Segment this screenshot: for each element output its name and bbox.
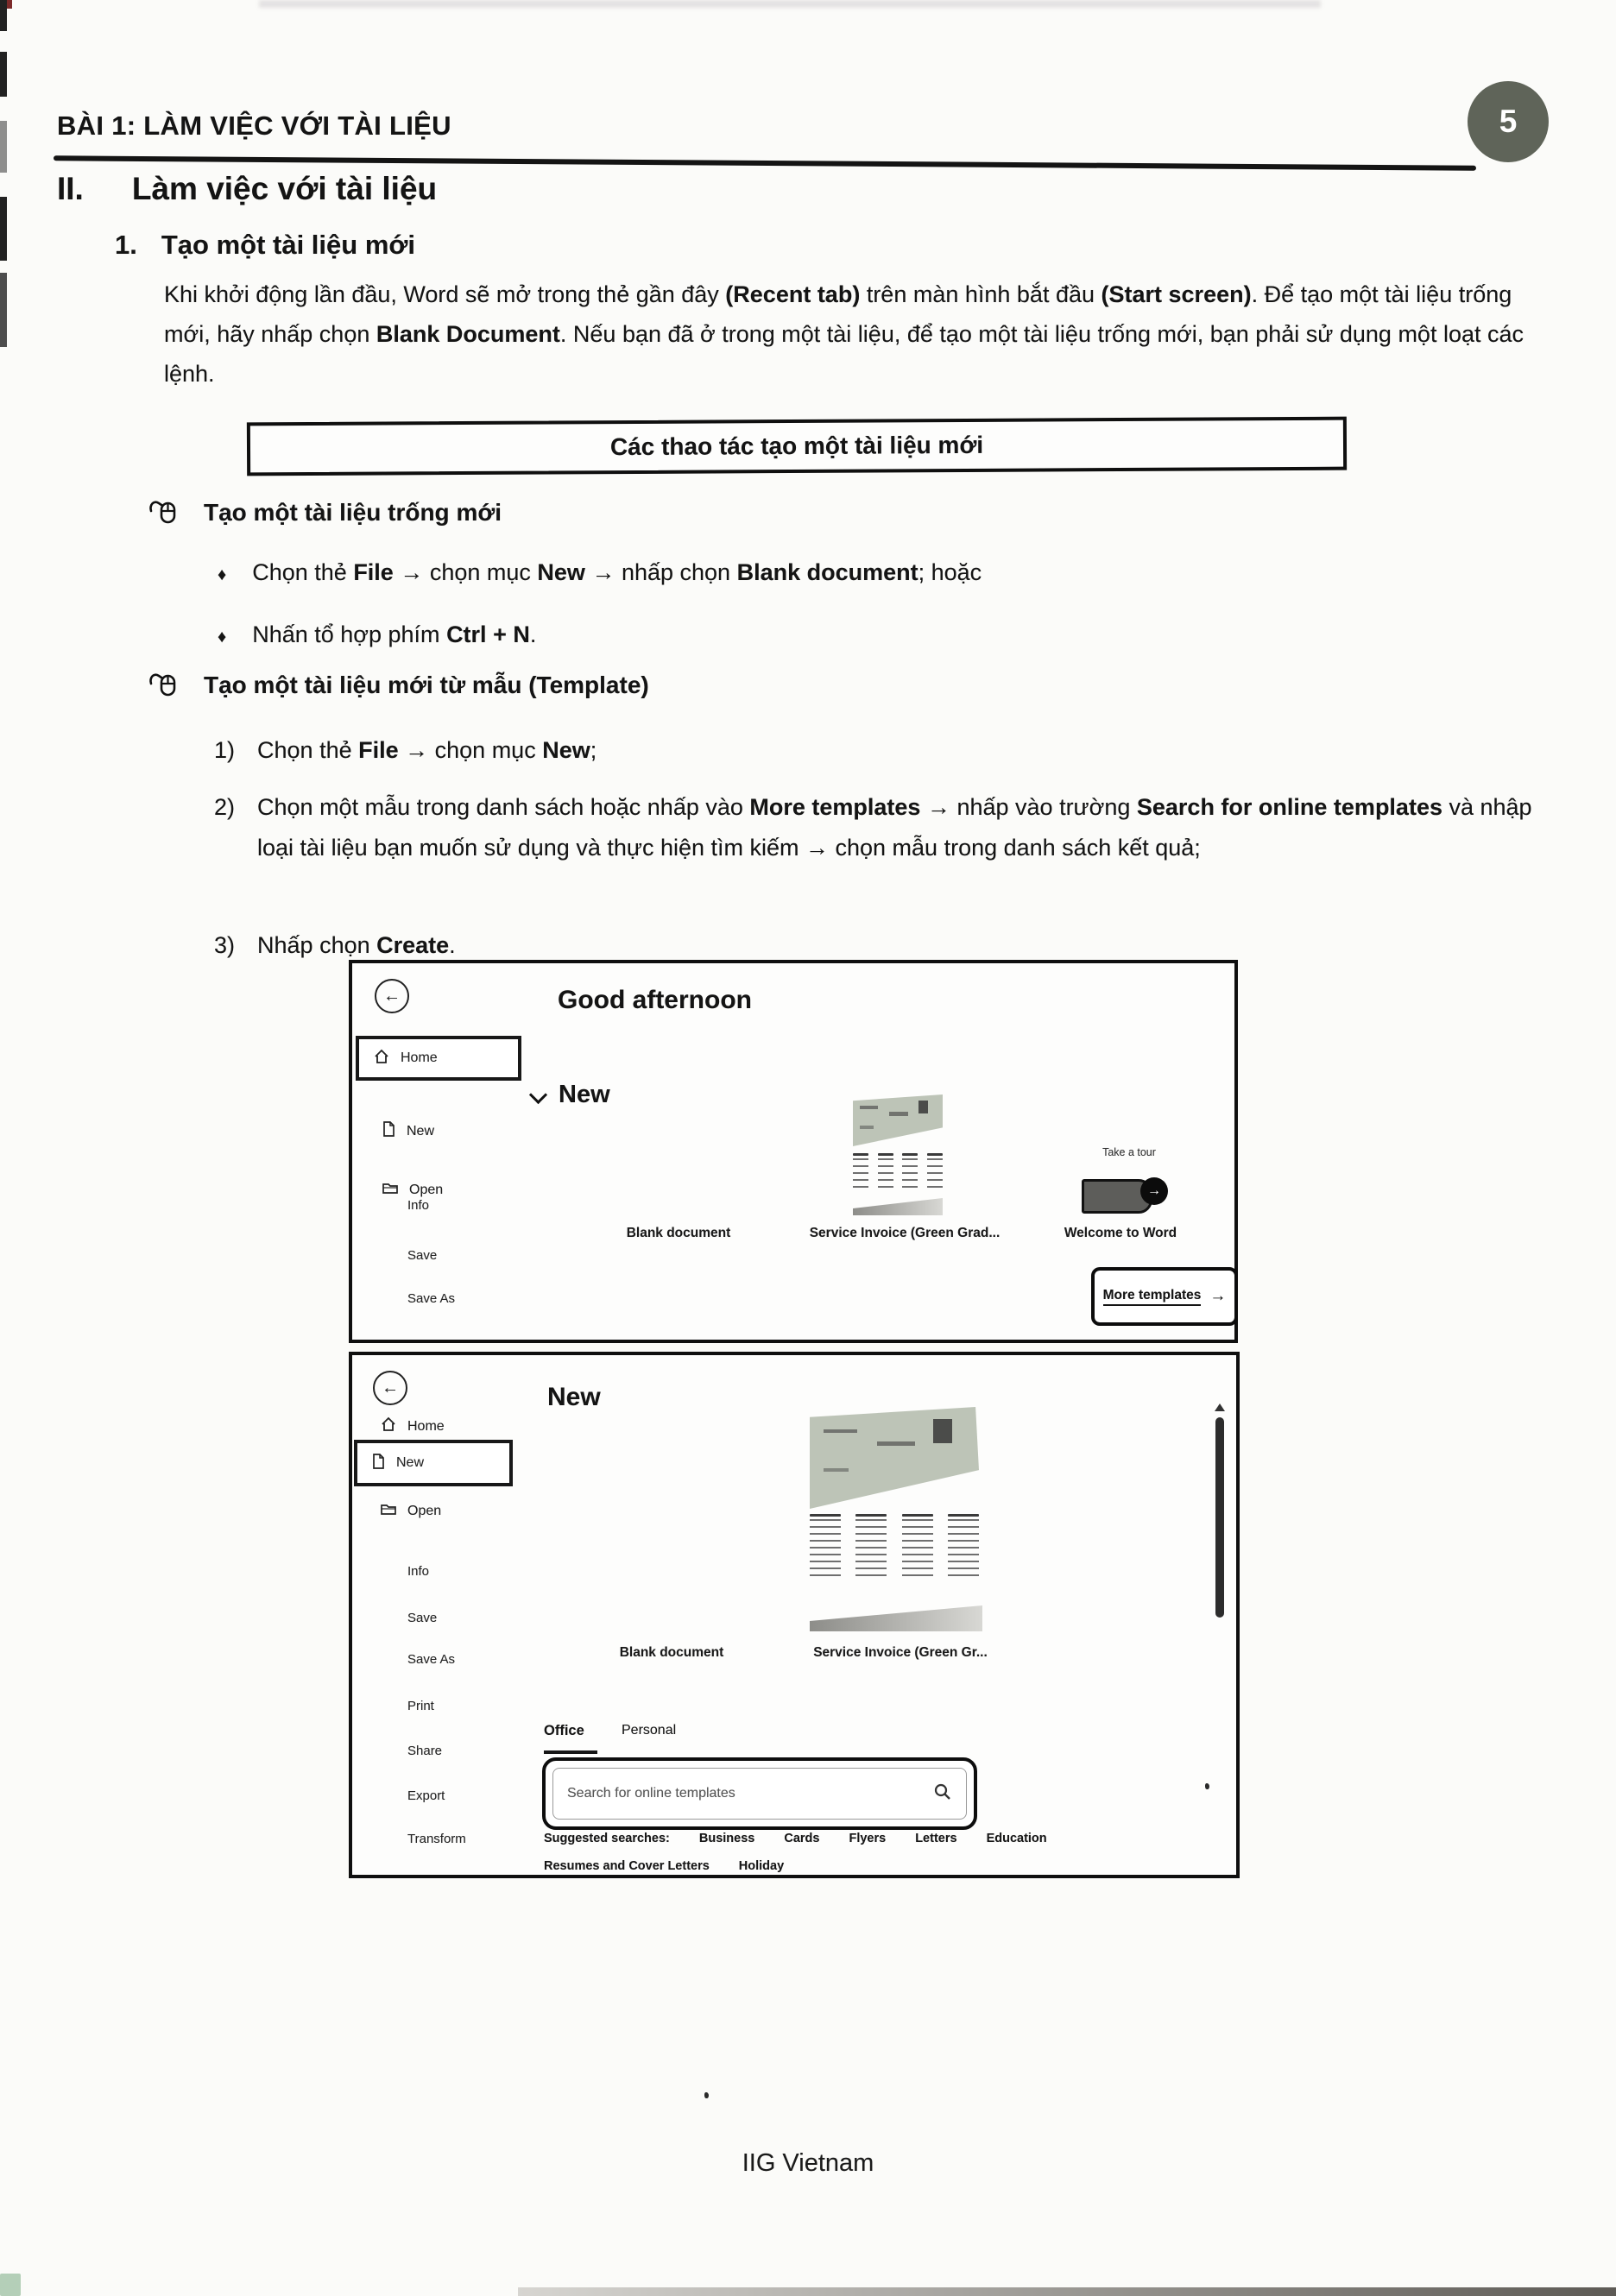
figure1-sidebar-item-home [356, 1036, 521, 1081]
figure-word-new-screen [349, 1352, 1240, 1878]
procedure-box [247, 417, 1347, 476]
suggested-search-item: Letters [915, 1832, 957, 1845]
new-document-icon [382, 1120, 396, 1142]
step-blank-document [148, 497, 502, 529]
subsection-number: 1. [115, 230, 137, 260]
bullet-item [218, 621, 536, 648]
numbered-item [214, 787, 1533, 868]
tab-office: Office [544, 1723, 584, 1738]
scrollbar [1215, 1417, 1224, 1618]
suggested-search-item: Education [986, 1832, 1047, 1845]
invoice-thumbnail-wedge [853, 1198, 943, 1215]
template-thumbnail-service-invoice [853, 1094, 943, 1215]
home-icon [373, 1048, 390, 1069]
arrow-right-icon: → [1140, 1177, 1168, 1205]
home-icon [380, 1416, 397, 1437]
figure2-sidebar-item-print: Print [407, 1699, 434, 1713]
section-numeral: II. [57, 171, 84, 206]
template-label-service-invoice: Service Invoice (Green Grad... [809, 1226, 1001, 1240]
bullet-item [218, 559, 982, 586]
scan-bottom-shadow [518, 2287, 1616, 2296]
figure2-sidebar-item-save: Save [407, 1611, 438, 1625]
more-templates-button [1091, 1267, 1238, 1326]
item-number: 2) [214, 794, 236, 820]
step-heading: Tạo một tài liệu mới từ mẫu (Template) [204, 672, 649, 698]
suggested-search-item: Holiday [738, 1859, 785, 1873]
search-input-field [552, 1768, 967, 1820]
open-folder-icon [382, 1181, 399, 1200]
back-arrow-glyph: ← [382, 1378, 399, 1397]
new-document-icon [371, 1453, 386, 1474]
template-thumbnail-welcome [1082, 1174, 1177, 1212]
diamond-bullet-icon: ♦ [218, 565, 227, 584]
scan-corner-mark-green [0, 2274, 21, 2296]
invoice-thumbnail-table [853, 1153, 943, 1189]
item-text: Chọn thẻ File → chọn mục New; [257, 737, 597, 763]
sidebar-item-label: New [407, 1123, 435, 1139]
suggested-searches-row [544, 1859, 784, 1873]
take-a-tour-label: Take a tour [1102, 1146, 1156, 1158]
figure2-sidebar-item-new [354, 1440, 513, 1486]
header-rule [54, 155, 1476, 171]
back-arrow-glyph: ← [383, 986, 401, 1006]
page-number-badge: 5 [1468, 81, 1549, 162]
search-icon [933, 1782, 952, 1806]
item-number: 1) [214, 737, 236, 763]
scan-edge-mark [0, 273, 7, 347]
template-label-blank: Blank document [626, 1226, 731, 1240]
sidebar-item-label: Open [407, 1504, 442, 1518]
search-input [542, 1757, 977, 1830]
figure1-sidebar-item-info: Info [407, 1198, 430, 1213]
scrollbar-up-icon [1215, 1403, 1225, 1411]
page-title: BÀI 1: LÀM VIỆC VỚI TÀI LIỆU [57, 110, 451, 141]
mouse-click-icon [148, 497, 181, 529]
figure-word-start-screen [349, 960, 1238, 1343]
figure1-sidebar-item-save-as: Save As [407, 1291, 456, 1306]
figure1-sidebar-item-open [382, 1181, 443, 1200]
invoice-thumbnail-wedge [810, 1605, 982, 1631]
sidebar-item-label: Home [407, 1418, 445, 1434]
sidebar-item-label: Open [409, 1183, 444, 1197]
item-text: Chọn một mẫu trong danh sách hoặc nhấp vào More templates → nhấp vào trường Search for online templates và nhập loại tài liệu bạn muốn sử dụng và thực hiện tìm kiếm → chọn mẫu trong danh sách kết quả; [257, 794, 1532, 861]
scan-edge-mark [0, 197, 7, 261]
figure2-sidebar-item-info: Info [407, 1564, 430, 1579]
procedure-box-title: Các thao tác tạo một tài liệu mới [609, 431, 984, 461]
step-heading: Tạo một tài liệu trống mới [204, 499, 502, 526]
figure1-new-section-heading [532, 1081, 610, 1109]
template-label-welcome: Welcome to Word [1064, 1226, 1177, 1240]
more-templates-label: More templates [1103, 1288, 1202, 1306]
ink-speck [704, 2092, 709, 2098]
suggested-search-item: Flyers [849, 1832, 887, 1845]
figure2-title: New [547, 1383, 601, 1411]
active-tab-underline [544, 1750, 597, 1754]
subsection-heading [115, 230, 415, 261]
sidebar-item-label: New [396, 1455, 425, 1470]
bullet-text: Nhấn tổ hợp phím Ctrl + N. [252, 621, 537, 647]
section-title: Làm việc với tài liệu [131, 171, 438, 206]
suggested-search-item: Cards [784, 1832, 820, 1845]
suggested-searches-label: Suggested searches: [544, 1832, 670, 1845]
scan-edge-mark [0, 121, 7, 173]
subsection-title: Tạo một tài liệu mới [161, 230, 416, 260]
figure1-greeting: Good afternoon [558, 986, 752, 1014]
intro-paragraph: Khi khởi động lần đầu, Word sẽ mở trong thẻ gần đây (Recent tab) trên màn hình bắt đầu (Start screen). Để tạo một tài liệu trống mới, hãy nhấp chọn Blank Document. Nếu bạn đã ở trong một tài liệu, để tạo một tài liệu trống mới, bạn phải sử dụng một loạt các lệnh. [164, 281, 1524, 387]
diamond-bullet-icon: ♦ [218, 628, 227, 647]
template-label-blank: Blank document [619, 1645, 724, 1660]
scan-edge-mark [0, 52, 7, 97]
item-text: Nhấp chọn Create. [257, 932, 456, 958]
template-thumbnail-service-invoice [810, 1407, 979, 1631]
figure2-sidebar-item-export: Export [407, 1788, 445, 1803]
mouse-click-icon [148, 670, 181, 702]
suggested-search-item: Business [698, 1832, 755, 1845]
invoice-thumbnail-art [853, 1094, 943, 1146]
chevron-down-icon [529, 1086, 547, 1104]
figure1-sidebar-item-save: Save [407, 1248, 438, 1263]
section-heading [57, 171, 437, 207]
figure2-sidebar-item-transform: Transform [407, 1832, 466, 1846]
new-section-label: New [559, 1081, 610, 1108]
numbered-item [214, 730, 1533, 771]
arrow-right-icon: → [1209, 1287, 1227, 1305]
invoice-thumbnail-art [810, 1407, 979, 1509]
item-number: 3) [214, 932, 236, 958]
tab-personal: Personal [622, 1723, 677, 1738]
footer-text: IIG Vietnam [742, 2149, 874, 2177]
step-template [148, 670, 649, 702]
search-placeholder: Search for online templates [567, 1786, 735, 1801]
ink-speck [1205, 1783, 1209, 1789]
suggested-search-item: Resumes and Cover Letters [544, 1859, 710, 1873]
suggested-searches-row [544, 1832, 1047, 1845]
template-label-service-invoice: Service Invoice (Green Gr... [813, 1645, 988, 1660]
scan-bleedthrough [259, 0, 1321, 8]
bullet-text: Chọn thẻ File → chọn mục New → nhấp chọn Blank document; hoặc [252, 559, 982, 585]
figure2-sidebar-item-open [380, 1502, 441, 1521]
figure2-sidebar-item-share: Share [407, 1744, 443, 1758]
figure2-sidebar-item-save-as: Save As [407, 1652, 456, 1667]
sidebar-item-label: Home [401, 1050, 438, 1065]
open-folder-icon [380, 1502, 397, 1521]
back-icon [375, 979, 409, 1013]
figure1-sidebar-item-new [382, 1120, 434, 1142]
back-icon [373, 1371, 407, 1405]
scan-edge-mark [0, 0, 7, 31]
figure2-sidebar-item-home [380, 1416, 445, 1437]
invoice-thumbnail-table [810, 1514, 979, 1578]
